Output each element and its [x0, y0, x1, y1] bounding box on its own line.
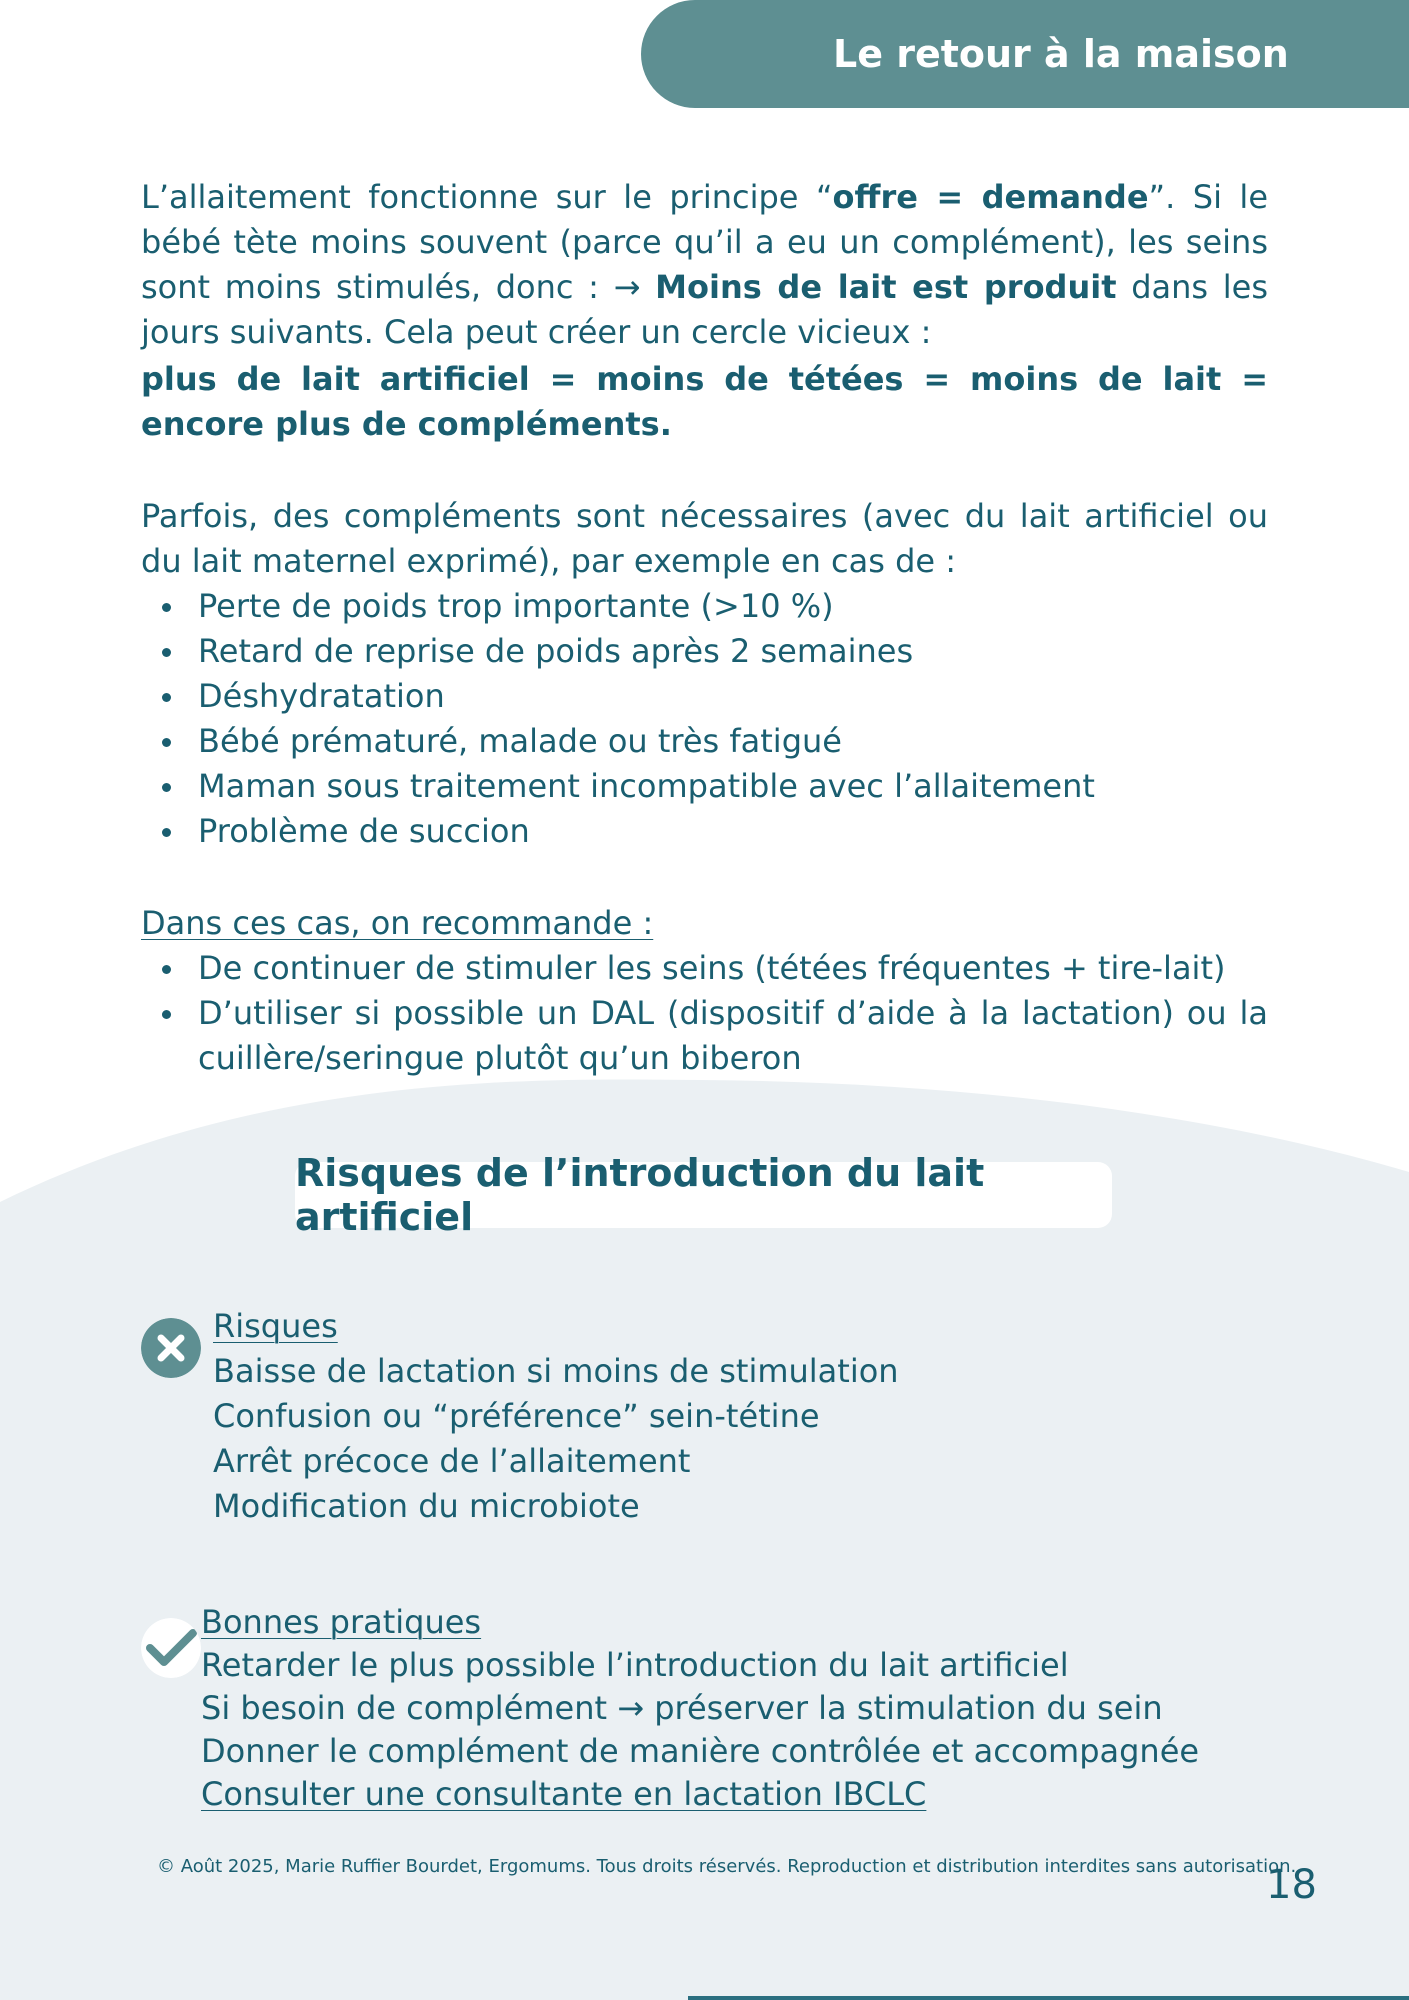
footer-copyright: © Août 2025, Marie Ruffier Bourdet, Ergomums. Tous droits réservés. Reproduction et distribution interdites sans autorisation. [157, 1856, 1297, 1877]
section-title [295, 1151, 1112, 1239]
header-title: Le retour à la maison [833, 32, 1289, 76]
complements-lead-text: Parfois, des compléments sont nécessaires (avec du lait artificiel ou du lait maternel exprimé), par exemple en cas de : [141, 497, 1268, 580]
list-item: Si besoin de complément → préserver la stimulation du sein [201, 1689, 1163, 1727]
risks-heading: Risques [213, 1307, 338, 1345]
intro-paragraph [141, 175, 1268, 355]
complements-lead [141, 494, 1268, 584]
list-item: Confusion ou “préférence” sein-tétine [213, 1397, 820, 1435]
list-item: Maman sous traitement incompatible avec l’allaitement [198, 764, 1268, 809]
list-item: Problème de succion [198, 809, 1268, 854]
x-circle-icon [141, 1318, 201, 1378]
list-item: Baisse de lactation si moins de stimulation [213, 1352, 899, 1390]
recommendations-heading [141, 901, 1268, 946]
risks-block [213, 1304, 1213, 1529]
list-item: Perte de poids trop importante (>10 %) [198, 584, 1268, 629]
list-item: Donner le complément de manière contrôlée et accompagnée [201, 1732, 1200, 1770]
intro-text-1: L’allaitement fonctionne sur le principe “ [141, 178, 833, 216]
recommendations-list [141, 946, 1268, 1081]
section-title-text: Risques de l’introduction du lait artificiel [295, 1151, 985, 1239]
good-practices-block [201, 1601, 1251, 1816]
list-item: De continuer de stimuler les seins (tétées fréquentes + tire-lait) [198, 946, 1268, 991]
intro-text-3: dans les jours suivants. Cela peut créer un cercle vicieux : [141, 268, 1268, 351]
list-item: Déshydratation [198, 674, 1268, 719]
recommendations-heading-text: Dans ces cas, on recommande : [141, 904, 654, 942]
intro-text-2: ”. Si le bébé tète moins souvent (parce qu’il a eu un complément), les seins sont moins stimulés, donc : → [141, 178, 1269, 306]
list-item: Retarder le plus possible l’introduction du lait artificiel [201, 1646, 1069, 1684]
ibclc-link[interactable]: Consulter une consultante en lactation IBCLC [201, 1775, 927, 1813]
check-circle-icon [141, 1618, 201, 1678]
list-item: Arrêt précoce de l’allaitement [213, 1442, 691, 1480]
header-tab [641, 0, 1409, 108]
list-item: Bébé prématuré, malade ou très fatigué [198, 719, 1268, 764]
list-item: D’utiliser si possible un DAL (dispositif d’aide à la lactation) ou la cuillère/seringue plutôt qu’un biberon [198, 991, 1268, 1081]
page-number: 18 [1266, 1862, 1317, 1908]
list-item: Modification du microbiote [213, 1487, 640, 1525]
intro-bold-2: Moins de lait est produit [655, 268, 1117, 306]
bottom-divider [688, 1996, 1409, 2000]
list-item: Retard de reprise de poids après 2 semaines [198, 629, 1268, 674]
vicious-circle-text: plus de lait artificiel = moins de tétées = moins de lait = encore plus de compléments. [141, 360, 1268, 443]
complements-list [141, 584, 1268, 854]
intro-bold-1: offre = demande [832, 178, 1149, 216]
intro-bold-paragraph [141, 357, 1268, 447]
good-practices-heading: Bonnes pratiques [201, 1603, 482, 1641]
